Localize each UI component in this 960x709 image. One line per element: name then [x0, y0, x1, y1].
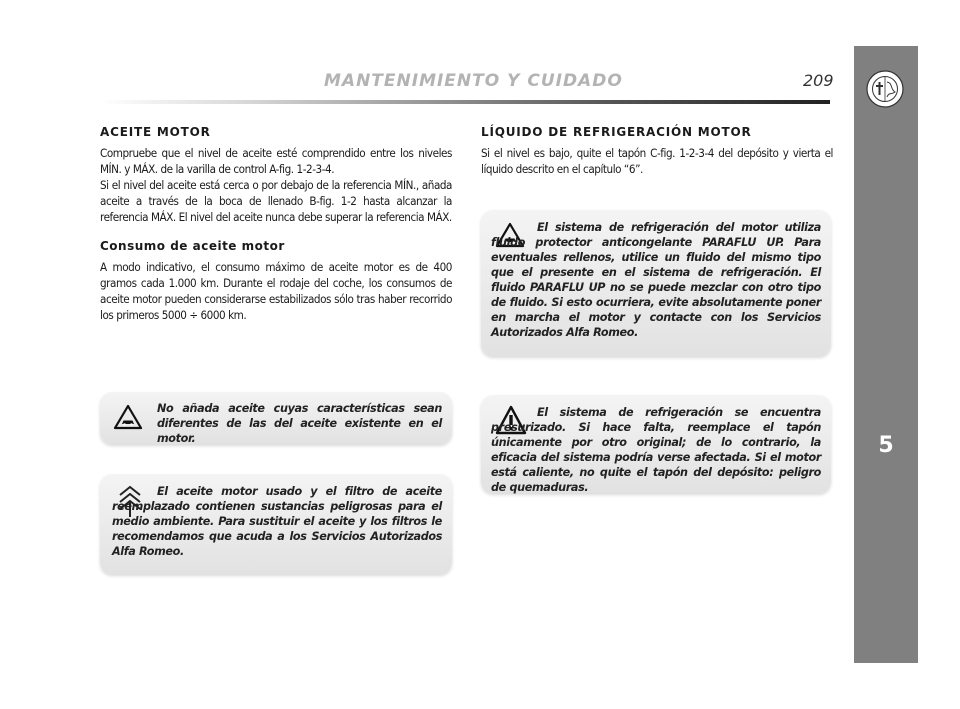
note-oil-warning-text: No añada aceite cuyas características sean diferentes de las del aceite existente en el motor.	[157, 402, 442, 445]
paragraph-oil-top-up: Si el nivel del aceite está cerca o por debajo de la referencia MÍN., añada aceite a través de la boca de llenado B-fig. 1-2 hasta alcanzar la referencia MÁX. El nivel del aceite nunca debe superar la referencia MÁX.	[100, 178, 452, 224]
note-oil-warning	[100, 392, 452, 444]
paragraph-oil-consumption: A modo indicativo, el consumo máximo de aceite motor es de 400 gramos cada 1.000 km. Durante el rodaje del coche, los consumos de aceite motor pueden considerarse estabilizados sólo tras haber recorrido los primeros 5000 ÷ 6000 km.	[100, 260, 452, 322]
note-coolant-pressure-text: El sistema de refrigeración se encuentra presurizado. Si hace falta, reemplace el tapón únicamente por otro original; de lo contrario, la eficacia del sistema podría verse afectada. Si el motor está caliente, no quite el tapón del depósito: peligro de quemaduras.	[491, 406, 821, 494]
chapter-side-tab	[854, 46, 918, 663]
paragraph-oil-level-check: Compruebe que el nivel de aceite esté comprendido entre los niveles MÍN. y MÁX. de la varilla de control A-fig. 1-2-3-4.	[100, 146, 452, 176]
header-rule	[100, 100, 830, 104]
chapter-number: 5	[878, 433, 894, 458]
page-header-title: MANTENIMIENTO Y CUIDADO	[324, 71, 623, 91]
note-coolant-paraflu-text: El sistema de refrigeración del motor utiliza fluido protector anticongelante PARAFLU UP. Para eventuales rellenos, utilice un fluido del mismo tipo que el presente en el sistema de refrigeración. El fluido PARAFLU UP no se puede mezclar con otro tipo de fluido. Si esto ocurriera, evite absolutamente poner en marcha el motor y contacte con los Servicios Autorizados Alfa Romeo.	[491, 221, 821, 339]
note-coolant-paraflu	[481, 210, 831, 356]
note-oil-environment	[100, 474, 452, 574]
section-heading-engine-oil: ACEITE MOTOR	[100, 125, 211, 139]
section-heading-coolant: LÍQUIDO DE REFRIGERACIÓN MOTOR	[481, 125, 752, 139]
note-oil-environment-text: El aceite motor usado y el filtro de aceite reemplazado contienen sustancias peligrosas para el medio ambiente. Para sustituir el aceite y los filtros le recomendamos que acuda a los Servicios Autorizados Alfa Romeo.	[112, 485, 442, 558]
alfa-romeo-logo	[866, 70, 904, 108]
car-warning-triangle-icon	[113, 404, 143, 430]
subheading-oil-consumption: Consumo de aceite motor	[100, 239, 285, 253]
note-coolant-pressure	[481, 395, 831, 493]
paragraph-coolant-top-up: Si el nivel es bajo, quite el tapón C-fig. 1-2-3-4 del depósito y vierta el líquido descrito en el capítulo “6”.	[481, 146, 833, 176]
right-column	[481, 125, 833, 177]
page-number: 209	[803, 71, 834, 90]
left-column	[100, 125, 452, 323]
